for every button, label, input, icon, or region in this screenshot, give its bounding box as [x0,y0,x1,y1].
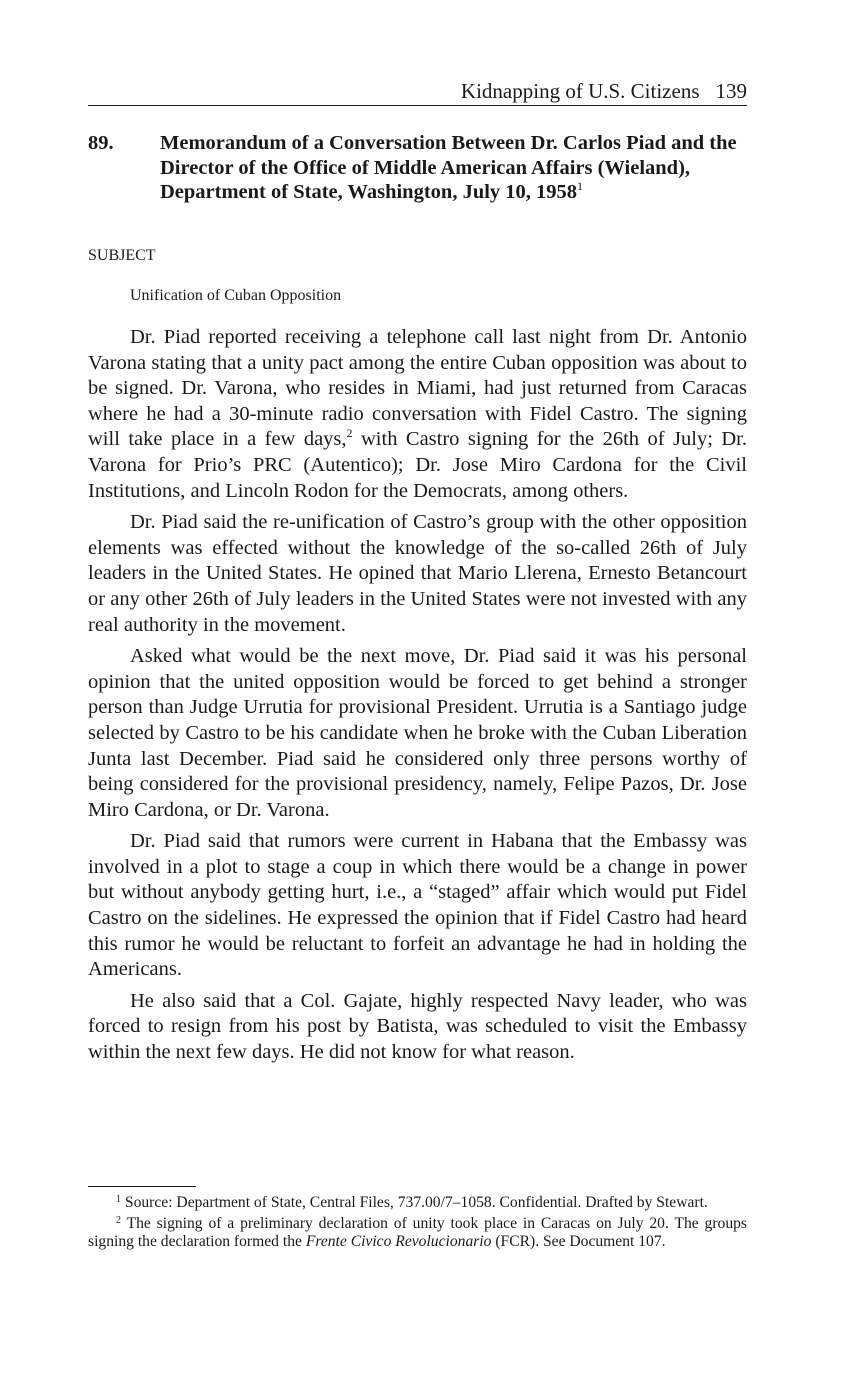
document-heading [88,131,750,205]
paragraph-1-part-b: with Castro signing for the 26th of July; Dr. Varona for Prio’s PRC (Autentico); Dr. Jose Miro Cardona for the Civil Institutions, and Lincoln Rodon for the Democrats, among others. [88,428,747,502]
footnote-1-mark: 1 [116,1194,121,1205]
footnote-2-text-b: (FCR). See Document 107. [491,1233,666,1250]
document-title [160,131,750,205]
footnote-ref-1[interactable]: 1 [577,179,584,193]
paragraph-3: Asked what would be the next move, Dr. Piad said it was his personal opinion that the united opposition would be forced to get behind a stronger person than Judge Urrutia for provisional President. Urrutia is a Santiago judge selected by Castro to be his candidate when he broke with the Cuban Liberation Junta last December. Piad said he considered only three persons worthy of being considered for the provisional presidency, namely, Felipe Pazos, Dr. Jose Miro Cardona, or Dr. Varona. [88,645,747,821]
footnote-1 [88,1194,747,1213]
footnote-2 [88,1215,747,1252]
page-number: 139 [715,79,747,103]
document-number: 89. [88,132,114,154]
paragraph-1 [88,325,747,504]
paragraph-5: He also said that a Col. Gajate, highly respected Navy leader, who was forced to resign from his post by Batista, was scheduled to visit the Embassy within the next few days. He did not know for what reason. [88,989,747,1064]
footnote-2-italic-name: Frente Civico Revolucionario [305,1233,492,1250]
paragraph-1-part-a: Dr. Piad reported receiving a telephone call last night from Dr. Antonio Varona stating that a unity pact among the entire Cuban opposition was about to be signed. Dr. Varona, who resides in Miami, had just returned from Caracas where he had a 30-minute radio conversation with Fidel Castro. The signing will take place in a few days, [88,326,747,451]
footnotes [88,1194,747,1254]
running-head-title: Kidnapping of U.S. Citizens [460,79,700,103]
subject-label: SUBJECT [88,247,156,264]
footnote-ref-2[interactable]: 2 [346,426,353,441]
footnote-1-text: Source: Department of State, Central Files, 737.00/7–1058. Confidential. Drafted by Stewart. [121,1194,708,1211]
subject-text: Unification of Cuban Opposition [130,287,342,304]
footnote-divider [88,1186,196,1187]
paragraph-4: Dr. Piad said that rumors were current in Habana that the Embassy was involved in a plot to stage a coup in which there would be a change in power but without anybody getting hurt, i.e., a “staged” affair which would put Fidel Castro on the sidelines. He expressed the opinion that if Fidel Castro had heard this rumor he would be reluctant to forfeit an advantage he had in holding the Americans. [88,830,747,981]
footnote-2-mark: 2 [116,1214,121,1226]
paragraph-2: Dr. Piad said the re-unification of Castro’s group with the other opposition elements was effected without the knowledge of the so-called 26th of July leaders in the United States. He opined that Mario Llerena, Ernesto Betancourt or any other 26th of July leaders in the United States were not invested with any real authority in the movement. [88,511,747,636]
footnote-2-text-a: The signing of a preliminary declaration of unity took place in Caracas on July 20. The groups signing the declaration formed the [88,1214,747,1250]
memorandum-body [88,325,747,1072]
document-title-text: Memorandum of a Conversation Between Dr. Carlos Piad and the Director of the Office of Middle American Affairs (Wieland), Department of State, Washington, July 10, 1958 [160,132,737,203]
running-head [88,78,747,106]
